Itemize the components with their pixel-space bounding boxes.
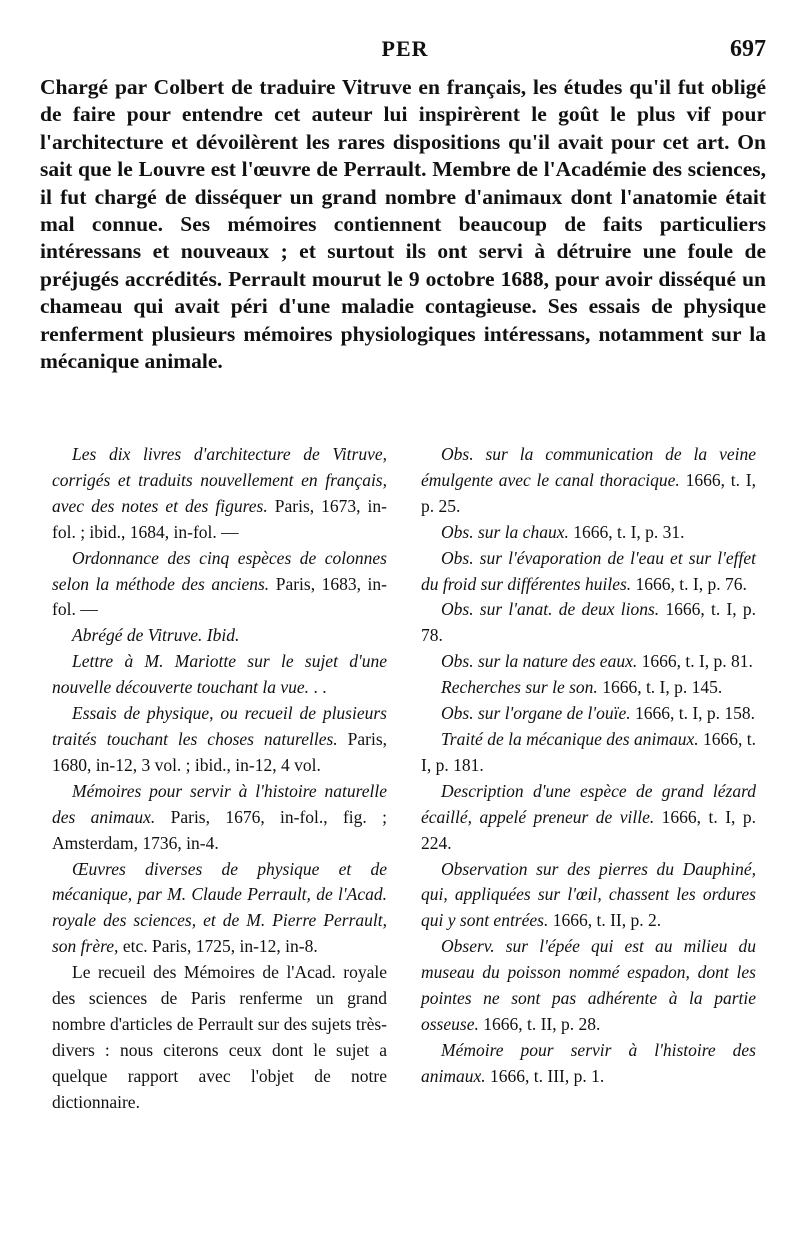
bibliography-entry bbox=[421, 701, 756, 727]
running-head: PER bbox=[381, 36, 429, 61]
entry-title: Observ. sur l'épée qui est au milieu du museau du poisson nommé espadon, dont les pointes ne sont pas adhérente à la partie osseuse. bbox=[421, 936, 756, 1034]
entry-details: 1666, t. I, p. 224. bbox=[421, 806, 756, 853]
entry-details: 1666, t. I, p. 145. bbox=[597, 677, 723, 698]
bibliography-entry bbox=[421, 934, 756, 1038]
entry-details: Paris, 1676, in-fol., fig. ; Amsterdam, 1736, in-4. bbox=[52, 806, 387, 853]
bibliography-entry bbox=[421, 546, 756, 598]
entry-details: 1666, t. I, p. 158. bbox=[630, 703, 756, 724]
bibliography-entry bbox=[52, 960, 387, 1115]
entry-details: 1666, t. I, p. 81. bbox=[637, 651, 753, 672]
bibliography-entry bbox=[52, 623, 387, 649]
entry-title: Observation sur des pierres du Dauphiné, qui, appliquées sur l'œil, chassent les ordures qui y sont entrées. bbox=[421, 858, 756, 931]
entry-details: 1666, t. I, p. 181. bbox=[421, 728, 756, 775]
entry-title: Œuvres diverses de physique et de mécanique, par M. Claude Perrault, de l'Acad. royale des sciences, et de M. Pierre Perrault, son frère, bbox=[52, 858, 387, 957]
entry-title: Lettre à M. Mariotte sur le sujet d'une nouvelle découverte touchant la vue. bbox=[52, 651, 387, 698]
entry-title: Mémoires pour servir à l'histoire naturelle des animaux. bbox=[52, 780, 387, 827]
page-header bbox=[40, 36, 770, 66]
entry-details: Paris, 1680, in-12, 3 vol. ; ibid., in-12, 4 vol. bbox=[52, 728, 387, 775]
bibliography-entry bbox=[421, 597, 756, 649]
entry-title: Obs. sur l'organe de l'ouïe. bbox=[441, 703, 631, 724]
bibliography-right-column bbox=[421, 442, 756, 1090]
bibliography-entry bbox=[421, 520, 756, 546]
bibliography-entry bbox=[52, 857, 387, 961]
entry-title: Les dix livres d'architecture de Vitruve, corrigés et traduits nouvellement en français, avec des notes et des figures. bbox=[52, 444, 387, 516]
entry-title: Traité de la mécanique des animaux. bbox=[441, 728, 699, 749]
bibliography-left-column bbox=[52, 442, 387, 1116]
bibliography-entry bbox=[421, 779, 756, 857]
bibliography-entry bbox=[52, 701, 387, 779]
entry-details: . . bbox=[309, 677, 327, 698]
entry-details: etc. Paris, 1725, in-12, in-8. bbox=[118, 936, 318, 957]
entry-details: Paris, 1683, in-fol. — bbox=[52, 573, 387, 620]
entry-details: 1666, t. I, p. 78. bbox=[421, 599, 756, 646]
entry-details: Le recueil des Mémoires de l'Acad. royale des sciences de Paris renferme un grand nombre d'articles de Perrault sur des sujets très-divers : nous citerons ceux dont le sujet a quelque rapport avec l'objet de notre dictionnaire. bbox=[52, 962, 387, 1112]
entry-title: Obs. sur la nature des eaux. bbox=[441, 651, 638, 672]
entry-details: 1666, t. I, p. 76. bbox=[631, 573, 747, 594]
entry-title: Recherches sur le son. bbox=[441, 677, 598, 698]
entry-title: Abrégé de Vitruve. Ibid. bbox=[72, 625, 240, 646]
entry-details: 1666, t. I, p. 25. bbox=[421, 469, 756, 516]
page-number: 697 bbox=[730, 36, 766, 62]
entry-title: Obs. sur la chaux. bbox=[441, 521, 569, 542]
bibliography-entry bbox=[421, 727, 756, 779]
bibliography-entry bbox=[52, 779, 387, 857]
entry-details: 1666, t. II, p. 28. bbox=[478, 1013, 601, 1034]
bibliography-entry bbox=[421, 1038, 756, 1090]
bibliography-entry bbox=[421, 442, 756, 520]
entry-title: Obs. sur la communication de la veine émulgente avec le canal thoracique. bbox=[421, 444, 756, 490]
entry-title: Ordonnance des cinq espèces de colonnes selon la méthode des anciens. bbox=[52, 547, 387, 594]
entry-title: Essais de physique, ou recueil de plusieurs traités touchant les choses naturelles. bbox=[52, 703, 387, 749]
bibliography-entry bbox=[421, 675, 756, 701]
entry-title: Mémoire pour servir à l'histoire des animaux. bbox=[421, 1039, 756, 1086]
entry-title: Description d'une espèce de grand lézard écaillé, appelé preneur de ville. bbox=[421, 780, 756, 827]
entry-details: Paris, 1673, in-fol. ; ibid., 1684, in-fol. — bbox=[52, 495, 387, 542]
bibliography-entry bbox=[52, 649, 387, 701]
bibliography-entry bbox=[421, 649, 756, 675]
entry-details: 1666, t. III, p. 1. bbox=[485, 1065, 605, 1086]
entry-title: Obs. sur l'évaporation de l'eau et sur l'effet du froid sur différentes huiles. bbox=[421, 547, 756, 594]
bibliography-entry bbox=[52, 546, 387, 624]
entry-details: 1666, t. I, p. 31. bbox=[568, 521, 685, 542]
bibliography-entry bbox=[52, 442, 387, 546]
bibliography-entry bbox=[421, 857, 756, 935]
intro-paragraph: Chargé par Colbert de traduire Vitruve en français, les études qu'il fut obligé de faire pour entendre cet auteur lui inspirèrent le goût le plus vif pour l'architecture et dévoilèrent les rares dispositions qu'il avait pour cet art. On sait que le Louvre est l'œuvre de Perrault. Membre de l'Académie des sciences, il fut chargé de disséquer un grand nombre d'animaux dont l'anatomie était mal connue. Ses mémoires contiennent beaucoup de faits particuliers intéressans et nouveaux ; et surtout ils ont servi à détruire une foule de préjugés accrédités. Perrault mourut le 9 octobre 1688, pour avoir disséqué un chameau qui avait péri d'une maladie contagieuse. Ses essais de physique renferment plusieurs mémoires physiologiques intéressans, notamment sur la mécanique animale. bbox=[40, 75, 766, 374]
entry-details: 1666, t. II, p. 2. bbox=[548, 910, 662, 931]
entry-title: Obs. sur l'anat. de deux lions. bbox=[441, 599, 660, 620]
